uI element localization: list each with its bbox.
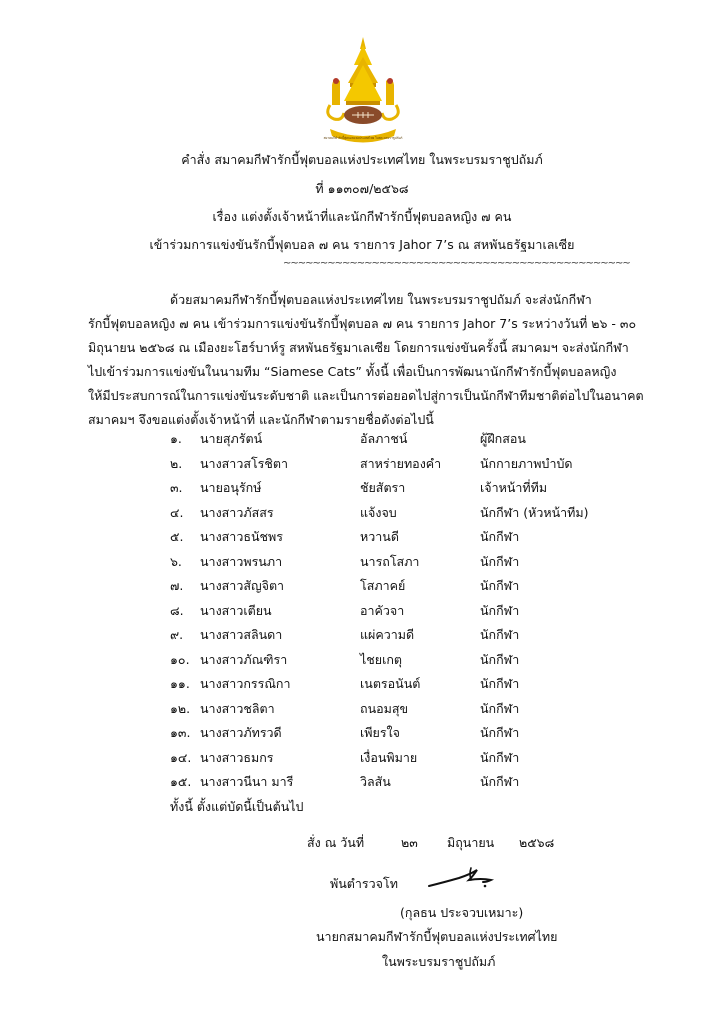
- member-first-name: นางสาวสัญจิตา: [200, 578, 285, 593]
- member-role: นักกีฬา: [480, 602, 520, 618]
- member-first-name: นางสาวธนัชพร: [200, 529, 283, 544]
- member-last-name: วิลสัน: [360, 774, 391, 789]
- order-day: ๒๓: [400, 835, 418, 850]
- member-first-name: นางสาวภัณฑิรา: [200, 651, 288, 667]
- member-first-name: นางสาวภัสสร: [200, 504, 274, 520]
- member-number: ๙.: [170, 627, 184, 642]
- member-role: เจ้าหน้าที่ทีม: [480, 480, 548, 495]
- member-role: นักกีฬา: [480, 725, 520, 740]
- order-date-label: สั่ง ณ วันที่: [307, 835, 365, 850]
- order-number: ที่ ๑๑๓๐๗/๒๕๖๘: [315, 181, 409, 196]
- member-last-name: อาคัวจา: [360, 602, 405, 618]
- member-first-name: นางสาวนีนา มารี: [200, 774, 294, 789]
- member-number: ๑๑.: [170, 676, 190, 691]
- member-first-name: นางสาวชลิตา: [200, 700, 275, 716]
- paragraph-line: มิถุนายน ๒๕๖๘ ณ เมืองยะโฮร์บาห์รู สหพันธรัฐมาเลเซีย โดยการแข่งขันครั้งนี้ สมาคมฯ จะส่งนักกีฬา: [88, 340, 629, 355]
- member-number: ๑๐.: [170, 651, 190, 667]
- member-first-name: นางสาวสลินดา: [200, 627, 283, 642]
- member-first-name: นางสาวภัทรวดี: [200, 725, 282, 740]
- member-number: ๑๔.: [170, 749, 192, 765]
- member-last-name: โสภาคย์: [360, 578, 406, 593]
- member-number: ๓.: [170, 480, 183, 495]
- paragraph-line: รักบี้ฟุตบอลหญิง ๗ คน เข้าร่วมการแข่งขันรักบี้ฟุตบอล ๗ คน รายการ Jahor 7’s ระหว่างวันที่ ๒๖ - ๓๐: [88, 316, 637, 331]
- member-row: [170, 674, 610, 699]
- member-role: นักกีฬา: [480, 529, 520, 544]
- member-list: [170, 429, 610, 797]
- member-last-name: เงื่อนพิมาย: [360, 749, 418, 765]
- member-role: นักกีฬา: [480, 749, 520, 765]
- member-first-name: นายอนุรักษ์: [200, 480, 262, 495]
- member-number: ๑๕.: [170, 774, 192, 789]
- order-subject-continued: เข้าร่วมการแข่งขันรักบี้ฟุตบอล ๗ คน รายการ Jahor 7’s ณ สหพันธรัฐมาเลเซีย: [149, 237, 575, 252]
- order-heading: คำสั่ง สมาคมกีฬารักบี้ฟุตบอลแห่งประเทศไทย ในพระบรมราชูปถัมภ์: [181, 152, 543, 167]
- paragraph-line: ด้วยสมาคมกีฬารักบี้ฟุตบอลแห่งประเทศไทย ในพระบรมราชูปถัมภ์ จะส่งนักกีฬา: [170, 292, 592, 307]
- member-first-name: นางสาวธมกร: [200, 749, 274, 765]
- member-last-name: ชัยสัตรา: [360, 480, 406, 495]
- member-role: นักกายภาพบำบัด: [480, 455, 573, 471]
- member-last-name: ถนอมสุข: [360, 700, 409, 716]
- member-role: นักกีฬา: [480, 676, 520, 691]
- order-date: [307, 833, 579, 853]
- member-last-name: อัลภาชน์: [360, 431, 408, 446]
- member-first-name: นางสาวเตียน: [200, 602, 272, 618]
- member-number: ๔.: [170, 504, 184, 520]
- member-first-name: นางสาวพรนภา: [200, 553, 283, 569]
- paragraph-line: สมาคมฯ จึงขอแต่งตั้งเจ้าหน้าที่ และนักกีฬาตามรายชื่อดังต่อไปนี้: [88, 412, 434, 427]
- member-row: [170, 723, 610, 748]
- member-row: [170, 552, 610, 577]
- member-number: ๑๒.: [170, 700, 191, 716]
- member-role: นักกีฬา: [480, 553, 520, 569]
- paragraph-line: ให้มีประสบการณ์ในการแข่งขันระดับชาติ และเป็นการต่อยอดไปสู่การเป็นนักกีฬาทีมชาติต่อไปในอนาคต: [88, 388, 644, 403]
- member-row: [170, 429, 610, 454]
- order-year: ๒๕๖๘: [518, 835, 555, 850]
- member-row: [170, 478, 610, 503]
- member-row: [170, 527, 610, 552]
- member-last-name: สาหร่ายทองคำ: [360, 455, 442, 471]
- member-last-name: เนตรอนันต์: [360, 676, 421, 691]
- member-number: ๘.: [170, 602, 184, 618]
- member-last-name: ไชยเกตุ: [360, 651, 403, 667]
- association-emblem-icon: [320, 35, 406, 151]
- body-paragraph: [88, 288, 648, 432]
- member-role: นักกีฬา: [480, 578, 520, 593]
- member-role: นักกีฬา: [480, 651, 520, 667]
- member-row: [170, 601, 610, 626]
- member-role: นักกีฬา (หัวหน้าทีม): [480, 504, 589, 520]
- signer-title: นายกสมาคมกีฬารักบี้ฟุตบอลแห่งประเทศไทย: [316, 929, 558, 944]
- member-row: [170, 576, 610, 601]
- member-row: [170, 748, 610, 773]
- member-role: นักกีฬา: [480, 700, 520, 716]
- paragraph-line: ไปเข้าร่วมการแข่งขันในนามทีม “Siamese Cats” ทั้งนี้ เพื่อเป็นการพัฒนานักกีฬารักบี้ฟุตบอลหญิง: [88, 364, 617, 379]
- member-last-name: แจ้งจบ: [360, 504, 397, 520]
- member-role: นักกีฬา: [480, 774, 520, 789]
- member-last-name: นารถโสภา: [360, 553, 420, 569]
- member-row: [170, 503, 610, 528]
- signer-title-continued: ในพระบรมราชูปถัมภ์: [382, 954, 496, 969]
- member-number: ๒.: [170, 455, 183, 471]
- order-subject: เรื่อง แต่งตั้งเจ้าหน้าที่และนักกีฬารักบี้ฟุตบอลหญิง ๗ คน: [212, 209, 512, 224]
- signer-name: (กุลธน ประจวบเหมาะ): [400, 905, 524, 920]
- member-last-name: หวานดี: [360, 529, 399, 544]
- member-number: ๑.: [170, 431, 182, 446]
- member-number: ๗.: [170, 578, 184, 593]
- tilde-divider: ~~~~~~~~~~~~~~~~~~~~~~~~~~~~~~~~~~~~~~~~~~~~~~~: [283, 258, 630, 269]
- member-row: [170, 454, 610, 479]
- member-first-name: นางสาวสโรชิตา: [200, 455, 289, 471]
- effective-statement: ทั้งนี้ ตั้งแต่บัดนี้เป็นต้นไป: [170, 799, 304, 814]
- member-number: ๖.: [170, 553, 182, 569]
- member-row: [170, 625, 610, 650]
- svg-text:สมาคมกีฬารักบี้ฟุตบอลแห่งประเท: สมาคมกีฬารักบี้ฟุตบอลแห่งประเทศไทย ในพระบรมราชูปถัมภ์: [323, 136, 403, 140]
- member-row: [170, 699, 610, 724]
- member-first-name: นายสุภรัตน์: [200, 431, 263, 446]
- member-row: [170, 772, 610, 797]
- handwritten-signature-icon: [425, 858, 505, 894]
- member-last-name: เพียรใจ: [360, 725, 400, 740]
- member-role: นักกีฬา: [480, 627, 520, 642]
- member-number: ๑๓.: [170, 725, 191, 740]
- member-role: ผู้ฝึกสอน: [480, 431, 526, 446]
- signer-rank: พันตำรวจโท: [330, 876, 398, 891]
- member-number: ๕.: [170, 529, 184, 544]
- member-last-name: แผ่ความดี: [360, 627, 415, 642]
- order-month: มิถุนายน: [446, 835, 495, 850]
- member-row: [170, 650, 610, 675]
- member-first-name: นางสาวกรรณิกา: [200, 676, 291, 691]
